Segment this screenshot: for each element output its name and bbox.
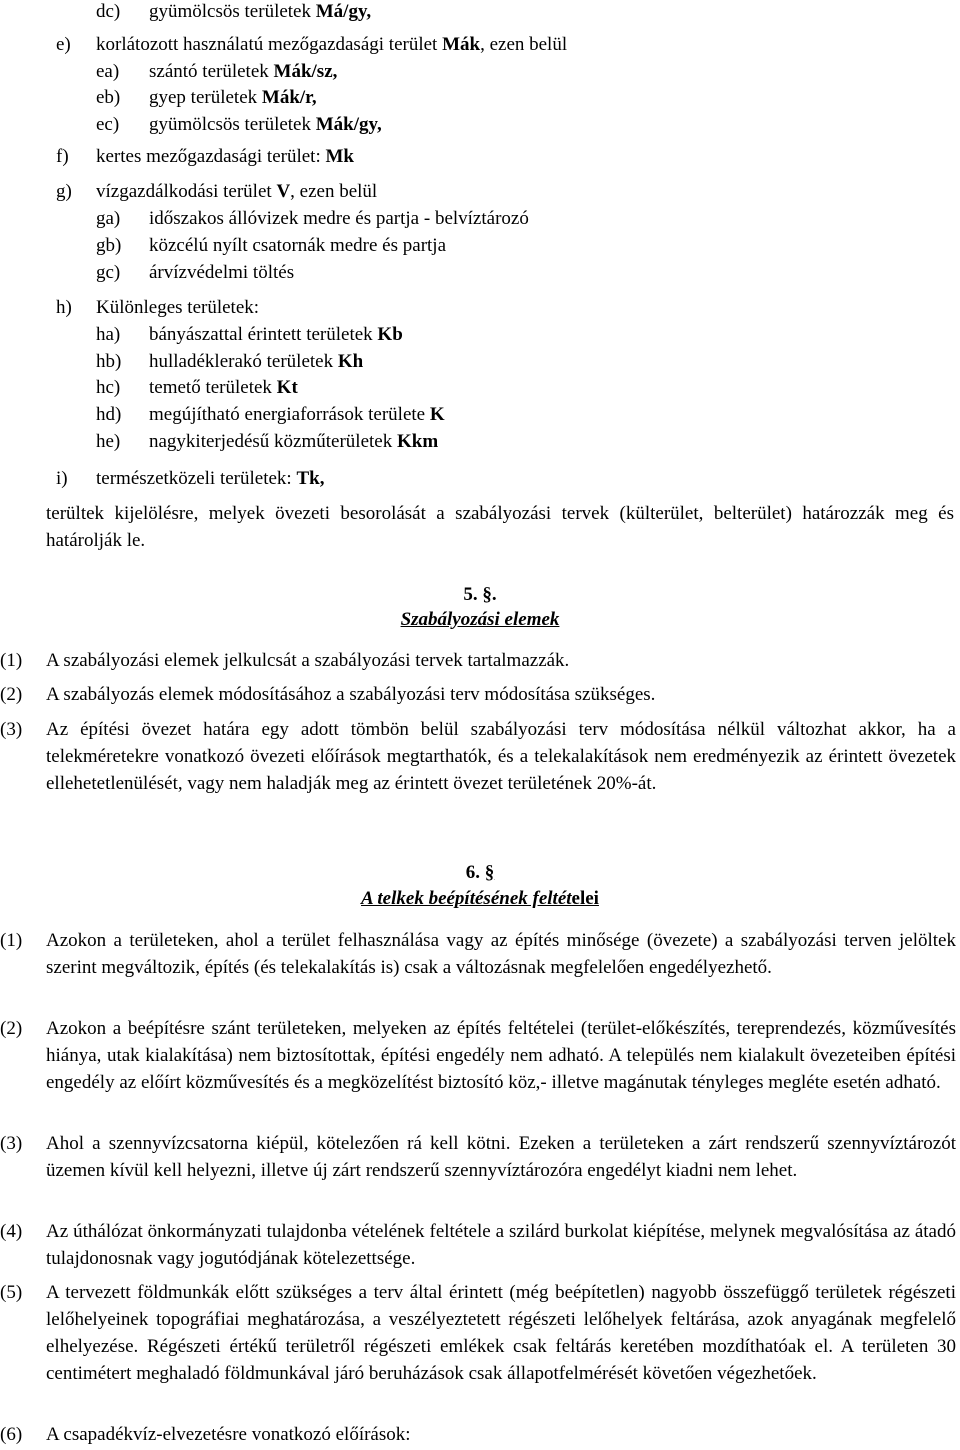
item-text: bányászattal érintett területek [149, 324, 373, 345]
list-item-g [56, 180, 377, 204]
section-title-italic: A telkek beépítésének feltét [361, 888, 572, 909]
list-item-ha [96, 323, 403, 347]
zone-code: Mák/sz, [273, 61, 338, 82]
item-text: kertes mezőgazdasági terület: [96, 146, 321, 167]
item-text: korlátozott használatú mezőgazdasági terület [96, 34, 438, 55]
item-label: ec) [96, 114, 120, 135]
list-item-f [56, 145, 354, 169]
zone-code: Kt [276, 377, 298, 398]
item-label: g) [56, 181, 72, 202]
zone-code: Mk [325, 146, 354, 167]
s6-p2-number: (2) [0, 1018, 23, 1039]
item-text: megújítható energiaforrások területe [149, 404, 426, 425]
zone-code: Kkm [396, 431, 439, 452]
item-label: hd) [96, 404, 122, 425]
s6-p3-text: Ahol a szennyvízcsatorna kiépül, kötelezően rá kell kötni. Ezeken a területeken a zárt rendszerű szennyvíztározót üzemen kívül kell helyezni, illetve új zárt rendszerű szennyvíztározóra engedélyt kiadni nem lehet. [46, 1133, 956, 1181]
s5-p3-number: (3) [0, 719, 23, 740]
list-item-i [56, 467, 324, 491]
item-text: gyümölcsös területek [149, 114, 311, 135]
list-item-hc [96, 376, 298, 400]
s5-p1-text: A szabályozási elemek jelkulcsát a szabályozási tervek tartalmazzák. [46, 650, 570, 671]
item-suffix: , ezen belül [480, 34, 568, 55]
section-5-number [0, 583, 960, 607]
item-label: i) [56, 468, 68, 489]
item-text: nagykiterjedésű közműterületek [149, 431, 393, 452]
paragraph-mark: § [484, 862, 495, 883]
item-text: árvízvédelmi töltés [149, 262, 295, 283]
item-text: közcélú nyílt csatornák medre és partja [149, 235, 447, 256]
zone-code: Kh [337, 351, 364, 372]
section-title [361, 888, 599, 909]
s6-p5-number: (5) [0, 1282, 23, 1303]
item-label: hb) [96, 351, 122, 372]
zone-code: Kb [377, 324, 403, 345]
item-label: ha) [96, 324, 121, 345]
item-text: hulladéklerakó területek [149, 351, 334, 372]
s5-p2-text: A szabályozás elemek módosításához a szabályozási terv módosítása szükséges. [46, 684, 656, 705]
s6-p6-number: (6) [0, 1424, 23, 1445]
s6-p6-text: A csapadékvíz-elvezetésre vonatkozó előírások: [46, 1424, 411, 1445]
item-label: gb) [96, 235, 122, 256]
item-label: e) [56, 34, 71, 55]
list-item-dc [96, 0, 371, 24]
list-item-ga [96, 207, 529, 231]
item-label: ea) [96, 61, 120, 82]
item-label: dc) [96, 1, 121, 22]
item-text: szántó területek [149, 61, 269, 82]
zone-code: Mák/gy, [315, 114, 382, 135]
item-text: temető területek [149, 377, 272, 398]
section-title-tail: elei [571, 888, 599, 909]
list-item-h [56, 296, 259, 320]
item-text: gyep területek [149, 87, 258, 108]
item-label: he) [96, 431, 121, 452]
item-label: h) [56, 297, 72, 318]
item-text: Különleges területek: [96, 297, 260, 318]
item-label: ga) [96, 208, 121, 229]
s6-p2-text: Azokon a beépítésre szánt területeken, melyeken az építés feltételei (terület-előkészítés, tereprendezés, közművesítés hiánya, utak kialakítása) nem biztosítottak, építési engedély nem adható. A település nem kialakult övezeteiben építési engedély az előírt közművesítés és a megközelítést biztosító köz,- illetve magánutak tényleges megléte esetén adható. [46, 1018, 956, 1093]
list-item-ec [96, 113, 382, 137]
zone-code: K [429, 404, 445, 425]
item-label: gc) [96, 262, 121, 283]
section-number: 5. [463, 584, 478, 605]
zone-code: Má/gy, [315, 1, 372, 22]
item-text: vízgazdálkodási terület [96, 181, 272, 202]
paragraph-mark: §. [482, 584, 497, 605]
s6-p3-number: (3) [0, 1133, 23, 1154]
s6-p5-text: A tervezett földmunkák előtt szükséges a terv által érintett (még beépítetlen) nagyobb összefüggő területek régészeti lelőhelyeinek topográfiai meghatározása, a veszélyeztetett régészeti lelőhelyek feltárása, azok anyagának megfelelő elhelyezése. Régészeti értékű területről régészeti emlékek csak feltárás keretében mozdíthatóak el. A területen 30 centimétert meghaladó földmunkával járó beruházások csak állapotfelmérését követően végezhetőek. [46, 1282, 956, 1384]
closing-paragraph: terültek kijelölésre, melyek övezeti besorolását a szabályozási tervek (külterület, belterület) határozzák meg és határolják le. [46, 503, 954, 551]
section-title: Szabályozási elemek [400, 609, 560, 630]
section-number: 6. [465, 862, 480, 883]
list-item-gb [96, 234, 446, 258]
item-label: f) [56, 146, 69, 167]
list-item-e [56, 33, 567, 57]
s5-p2-number: (2) [0, 684, 23, 705]
item-label: hc) [96, 377, 121, 398]
item-text: gyümölcsös területek [149, 1, 311, 22]
section-5-title [0, 608, 960, 632]
zone-code: Mák [442, 34, 481, 55]
item-text: természetközeli területek: [96, 468, 292, 489]
item-label: eb) [96, 87, 121, 108]
section-6-title [0, 887, 960, 911]
s6-p1-text: Azokon a területeken, ahol a terület felhasználása vagy az építés minősége (övezete) a szabályozási terven jelöltek szerint megváltozik, építés (és telekalakítás is) csak a változásnak megfelelően engedélyezhető. [46, 930, 956, 978]
list-item-hb [96, 350, 363, 374]
zone-code: V [276, 181, 291, 202]
list-item-ea [96, 60, 337, 84]
s5-p1-number: (1) [0, 650, 23, 671]
item-suffix: , ezen belül [290, 181, 378, 202]
zone-code: Tk, [296, 468, 325, 489]
zone-code: Mák/r, [261, 87, 317, 108]
s5-p3-text: Az építési övezet határa egy adott tömbön belül szabályozási terv módosítása nélkül változhat akkor, ha a telekméretekre vonatkozó övezeti előírások megtarthatók, és a telekalakítások nem eredményezik az érintett övezetek ellehetetlenülését, vagy nem haladják meg az érintett övezet területének 20%-át. [46, 719, 956, 794]
s6-p4-text: Az úthálózat önkormányzati tulajdonba vételének feltétele a szilárd burkolat kiépítése, melynek megvalósítása az átadó tulajdonosnak vagy jogutódjának kötelezettsége. [46, 1221, 956, 1269]
s6-p1-number: (1) [0, 930, 23, 951]
s6-p4-number: (4) [0, 1221, 23, 1242]
item-text: időszakos állóvizek medre és partja - belvíztározó [149, 208, 529, 229]
section-6-number [0, 861, 960, 885]
list-item-hd [96, 403, 445, 427]
list-item-eb [96, 86, 317, 110]
list-item-gc [96, 261, 294, 285]
list-item-he [96, 430, 438, 454]
